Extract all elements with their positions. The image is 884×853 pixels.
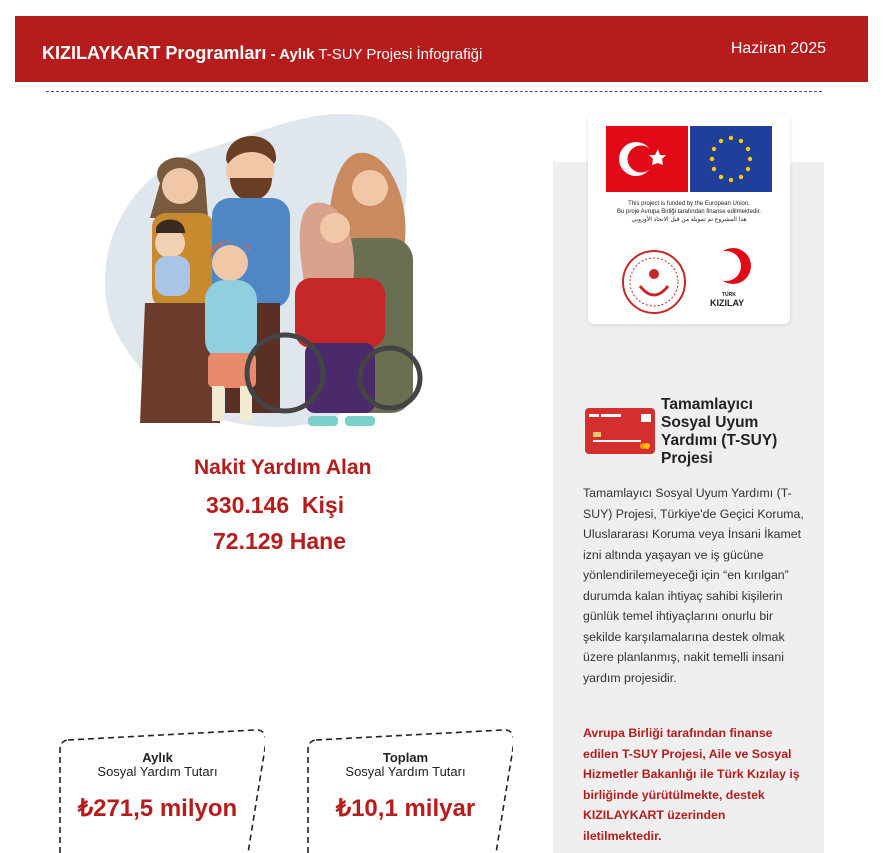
eu-statement-en: This project is funded by the European Union.	[628, 201, 750, 207]
infographic-subtitle: T-SUY Projesi İnfografiği	[314, 46, 483, 63]
cash-households-count: 72.129 Hane	[213, 528, 346, 554]
project-funding-note: Avrupa Birliği tarafından finanse edilen T-SUY Projesi, Aile ve Sosyal Hizmetler Bakanlığı ile Türk Kızılay iş birliğinde yürütülmekte, destek KIZILAYKART üzerinden iletilmektedir.	[583, 726, 800, 843]
ministry-seal-icon	[623, 251, 685, 313]
card-description: Sosyal Yardım Tutarı	[97, 764, 218, 779]
kizilay-logo-text: KIZILAY	[710, 298, 745, 308]
brand-name: KIZILAYKART Programları	[42, 43, 267, 63]
project-title: Tamamlayıcı Sosyal Uyum Yardımı (T-SUY) Projesi	[661, 396, 778, 467]
title-separator: -	[266, 46, 280, 63]
period-label: Aylık	[279, 46, 315, 63]
dashed-divider	[46, 91, 822, 92]
header-title	[42, 43, 482, 64]
total-aid-amount: ₺10,1 milyar	[335, 795, 476, 822]
monthly-aid-card	[50, 728, 265, 853]
family-illustration	[90, 98, 435, 443]
cash-recipients-label: Nakit Yardım Alan	[194, 456, 372, 479]
eu-statement-tr: Bu proje Avrupa Birliği tarafından finanse edilmektedir.	[617, 209, 761, 215]
report-date: Haziran 2025	[730, 40, 826, 57]
total-aid-card	[298, 728, 513, 853]
card-dashed-frame	[50, 728, 265, 853]
card-period-label: Toplam	[382, 750, 429, 765]
cash-persons-count: 330.146 Kişi	[206, 492, 345, 518]
project-description: Tamamlayıcı Sosyal Uyum Yardımı (T-SUY) Projesi, Türkiye'de Geçici Koruma, Uluslararası Koruma veya İnsani İkamet izni altında yaşayan ve iş gücüne yönlendirilemeyeceği için “en kırılgan” durumda kalan ihtiyaç sahibi kişilerin günlük temel ihtiyaçlarını onurlu bir şekilde karşılamalarına destek olmak üzere planlanmış, nakit temelli insani yardım projesidir.	[583, 486, 804, 685]
eu-funding-statement	[588, 200, 790, 224]
flags-logo	[588, 120, 790, 200]
kizilaykart-card-icon	[585, 408, 655, 454]
kizilay-logo-small: TÜRK	[722, 292, 736, 298]
ministry-kizilay-logos	[588, 244, 790, 324]
card-period-label: Aylık	[142, 750, 173, 765]
header-banner	[15, 16, 868, 82]
card-dashed-frame	[298, 728, 513, 853]
card-description: Sosyal Yardım Tutarı	[345, 764, 466, 779]
eu-statement-ar: هذا المشروع تم تمويله من قبل الاتحاد الأوروبي	[631, 217, 747, 223]
monthly-aid-amount: ₺271,5 milyon	[77, 795, 238, 822]
partner-logos-box	[588, 114, 790, 324]
